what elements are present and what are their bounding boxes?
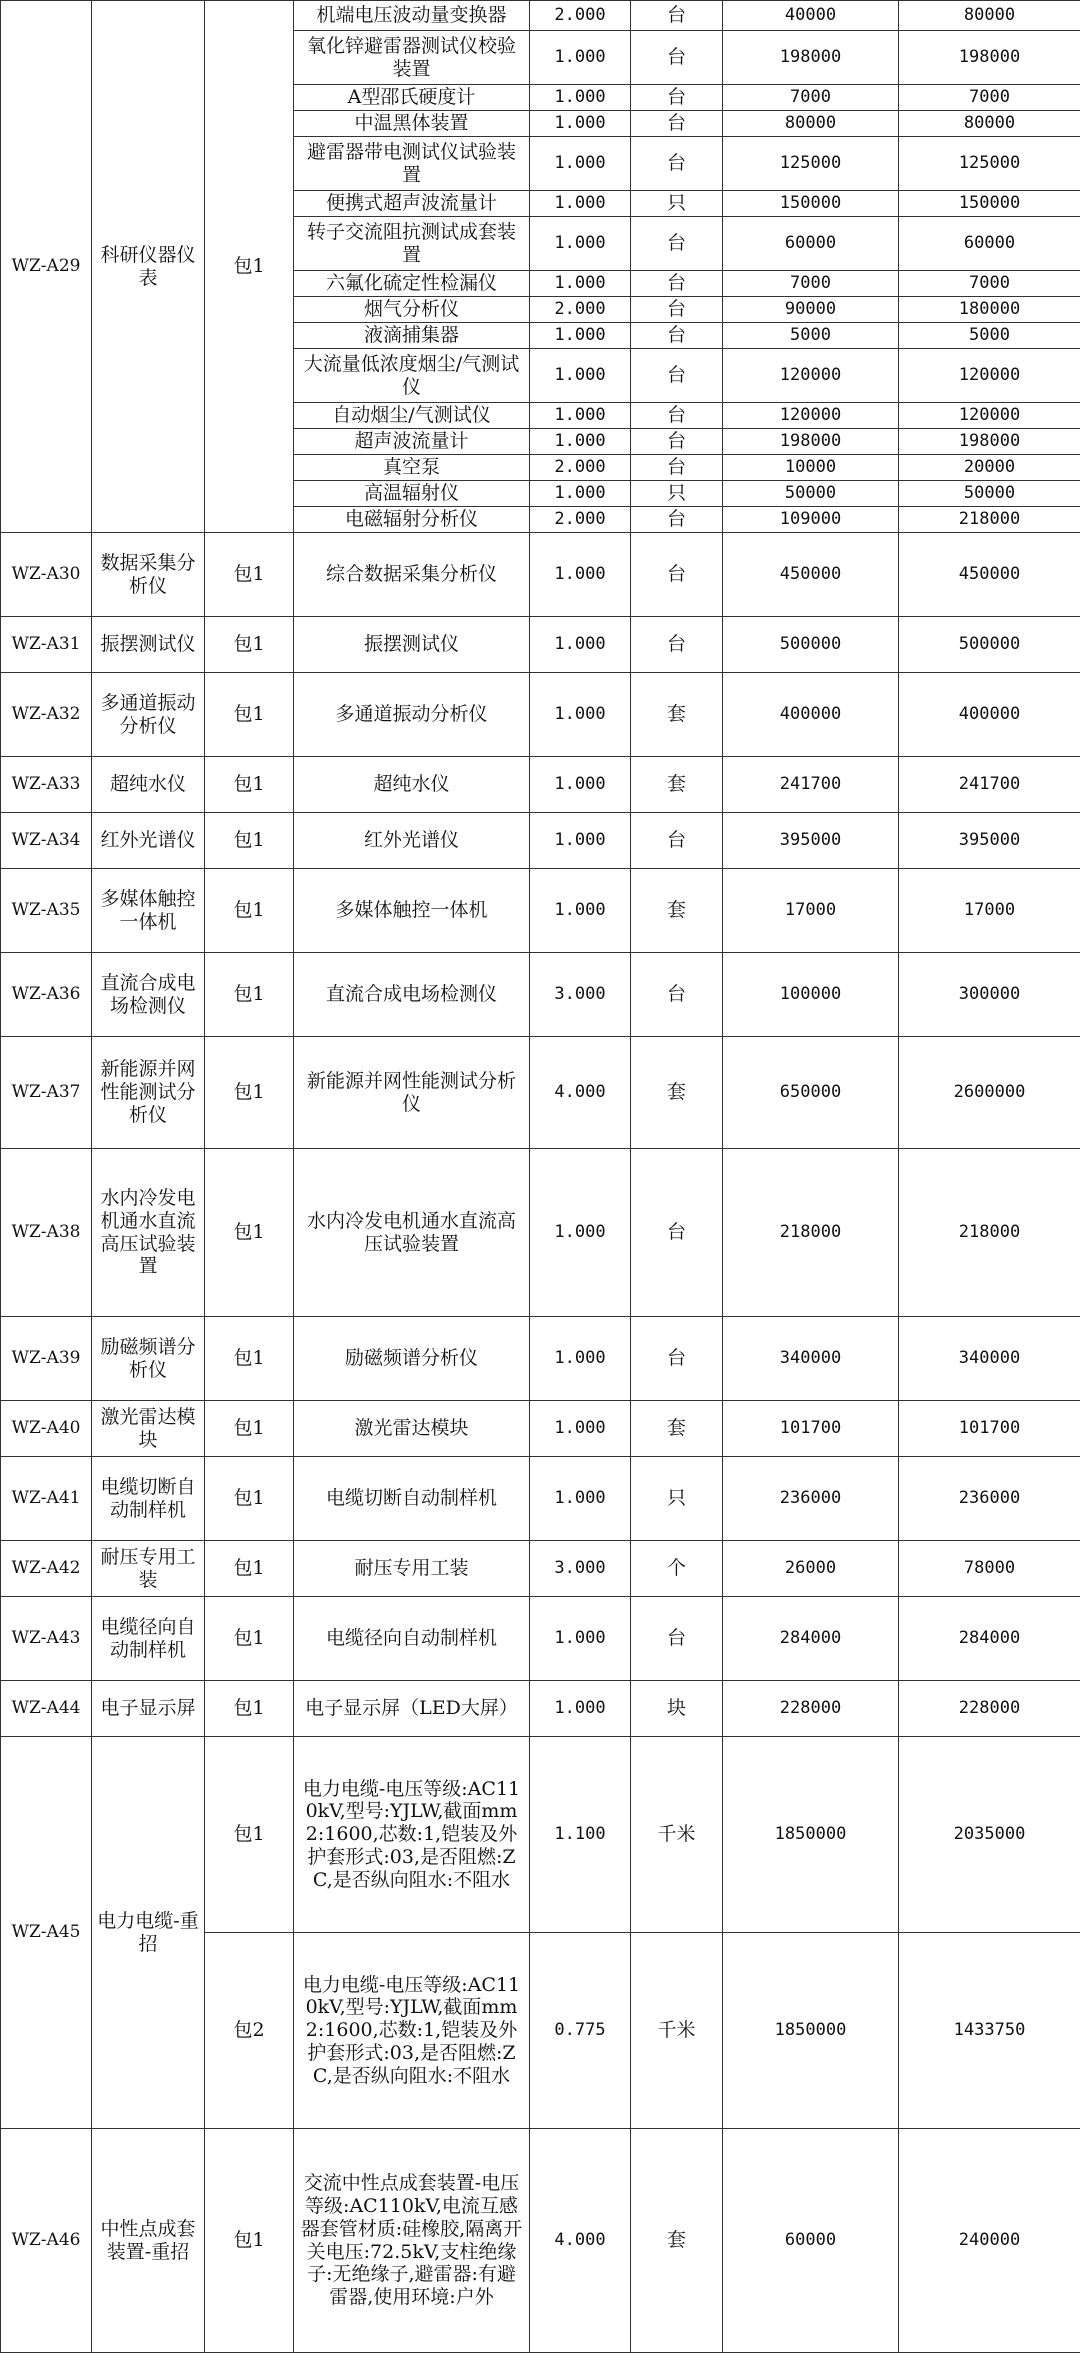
unit-cell: 套 [631,757,723,813]
unit-cell: 台 [631,1149,723,1317]
table-row [1,1681,1080,1737]
unit-price-cell: 100000 [723,953,899,1037]
package-cell: 包1 [205,1737,294,1933]
unit-cell: 台 [631,1597,723,1681]
item-name-cell: 耐压专用工装 [294,1541,530,1597]
unit-cell: 台 [631,507,723,533]
unit-price-cell: 500000 [723,617,899,673]
category-name-cell: 多媒体触控一体机 [92,869,205,953]
quantity-cell: 1.000 [530,481,631,507]
quantity-cell: 1.000 [530,1457,631,1541]
unit-cell: 只 [631,191,723,217]
unit-cell: 台 [631,455,723,481]
unit-cell: 台 [631,137,723,191]
unit-price-cell: 228000 [723,1681,899,1737]
material-code-cell: WZ-A44 [1,1681,92,1737]
quantity-cell: 1.000 [530,1597,631,1681]
unit-price-cell: 101700 [723,1401,899,1457]
total-price-cell: 7000 [899,271,1080,297]
unit-price-cell: 120000 [723,349,899,403]
unit-cell: 台 [631,429,723,455]
unit-cell: 套 [631,869,723,953]
total-price-cell: 218000 [899,507,1080,533]
quantity-cell: 1.000 [530,271,631,297]
material-code-cell: WZ-A34 [1,813,92,869]
total-price-cell: 1433750 [899,1933,1080,2129]
table-row [1,1317,1080,1401]
unit-price-cell: 450000 [723,533,899,617]
item-name-cell: 电力电缆-电压等级:AC110kV,型号:YJLW,截面mm2:1600,芯数:1,铠装及外护套形式:03,是否阻燃:ZC,是否纵向阻水:不阻水 [294,1737,530,1933]
unit-price-cell: 50000 [723,481,899,507]
package-cell: 包1 [205,1597,294,1681]
unit-cell: 块 [631,1681,723,1737]
item-name-cell: 便携式超声波流量计 [294,191,530,217]
unit-price-cell: 40000 [723,1,899,31]
unit-cell: 套 [631,1401,723,1457]
package-cell: 包1 [205,1149,294,1317]
category-name-cell: 超纯水仪 [92,757,205,813]
unit-price-cell: 10000 [723,455,899,481]
total-price-cell: 150000 [899,191,1080,217]
unit-price-cell: 1850000 [723,1933,899,2129]
item-name-cell: 电子显示屏（LED大屏） [294,1681,530,1737]
item-name-cell: 水内冷发电机通水直流高压试验装置 [294,1149,530,1317]
table-row [1,1,1080,31]
material-code-cell: WZ-A29 [1,1,92,533]
total-price-cell: 17000 [899,869,1080,953]
package-cell: 包1 [205,1317,294,1401]
total-price-cell: 395000 [899,813,1080,869]
item-name-cell: 电磁辐射分析仪 [294,507,530,533]
unit-cell: 只 [631,481,723,507]
item-name-cell: 机端电压波动量变换器 [294,1,530,31]
unit-cell: 个 [631,1541,723,1597]
table-row [1,673,1080,757]
unit-price-cell: 650000 [723,1037,899,1149]
total-price-cell: 218000 [899,1149,1080,1317]
item-name-cell: 六氟化硫定性检漏仪 [294,271,530,297]
unit-cell: 套 [631,2129,723,2353]
package-cell: 包1 [205,1037,294,1149]
quantity-cell: 1.000 [530,429,631,455]
total-price-cell: 80000 [899,111,1080,137]
item-name-cell: 多媒体触控一体机 [294,869,530,953]
item-name-cell: 转子交流阻抗测试成套装置 [294,217,530,271]
quantity-cell: 1.000 [530,31,631,85]
table-row [1,1149,1080,1317]
quantity-cell: 1.000 [530,1317,631,1401]
table-row [1,617,1080,673]
material-code-cell: WZ-A31 [1,617,92,673]
unit-price-cell: 109000 [723,507,899,533]
quantity-cell: 1.000 [530,617,631,673]
total-price-cell: 500000 [899,617,1080,673]
total-price-cell: 2600000 [899,1037,1080,1149]
total-price-cell: 125000 [899,137,1080,191]
quantity-cell: 1.000 [530,217,631,271]
unit-price-cell: 7000 [723,85,899,111]
package-cell: 包1 [205,1457,294,1541]
total-price-cell: 284000 [899,1597,1080,1681]
unit-price-cell: 60000 [723,217,899,271]
quantity-cell: 1.000 [530,1149,631,1317]
package-cell: 包1 [205,533,294,617]
table-row [1,1457,1080,1541]
material-code-cell: WZ-A40 [1,1401,92,1457]
unit-price-cell: 26000 [723,1541,899,1597]
unit-price-cell: 236000 [723,1457,899,1541]
total-price-cell: 101700 [899,1401,1080,1457]
table-row [1,813,1080,869]
quantity-cell: 2.000 [530,1,631,31]
unit-cell: 台 [631,533,723,617]
total-price-cell: 180000 [899,297,1080,323]
quantity-cell: 4.000 [530,1037,631,1149]
unit-cell: 台 [631,1,723,31]
category-name-cell: 科研仪器仪表 [92,1,205,533]
category-name-cell: 电子显示屏 [92,1681,205,1737]
package-cell: 包1 [205,869,294,953]
quantity-cell: 2.000 [530,507,631,533]
unit-cell: 台 [631,31,723,85]
material-code-cell: WZ-A45 [1,1737,92,2129]
material-code-cell: WZ-A42 [1,1541,92,1597]
package-cell: 包1 [205,1401,294,1457]
item-name-cell: 多通道振动分析仪 [294,673,530,757]
item-name-cell: 中温黑体装置 [294,111,530,137]
package-cell: 包1 [205,813,294,869]
table-row [1,1037,1080,1149]
item-name-cell: A型邵氏硬度计 [294,85,530,111]
item-name-cell: 电力电缆-电压等级:AC110kV,型号:YJLW,截面mm2:1600,芯数:1,铠装及外护套形式:03,是否阻燃:ZC,是否纵向阻水:不阻水 [294,1933,530,2129]
item-name-cell: 自动烟尘/气测试仪 [294,403,530,429]
quantity-cell: 1.000 [530,85,631,111]
item-name-cell: 振摆测试仪 [294,617,530,673]
total-price-cell: 78000 [899,1541,1080,1597]
unit-cell: 只 [631,1457,723,1541]
item-name-cell: 红外光谱仪 [294,813,530,869]
table-row [1,1737,1080,1933]
item-name-cell: 大流量低浓度烟尘/气测试仪 [294,349,530,403]
unit-price-cell: 284000 [723,1597,899,1681]
quantity-cell: 0.775 [530,1933,631,2129]
quantity-cell: 3.000 [530,953,631,1037]
item-name-cell: 超声波流量计 [294,429,530,455]
unit-price-cell: 150000 [723,191,899,217]
unit-cell: 台 [631,617,723,673]
total-price-cell: 241700 [899,757,1080,813]
item-name-cell: 励磁频谱分析仪 [294,1317,530,1401]
unit-price-cell: 340000 [723,1317,899,1401]
total-price-cell: 400000 [899,673,1080,757]
material-code-cell: WZ-A38 [1,1149,92,1317]
unit-price-cell: 5000 [723,323,899,349]
category-name-cell: 激光雷达模块 [92,1401,205,1457]
material-code-cell: WZ-A46 [1,2129,92,2353]
material-code-cell: WZ-A33 [1,757,92,813]
category-name-cell: 水内冷发电机通水直流高压试验装置 [92,1149,205,1317]
item-name-cell: 激光雷达模块 [294,1401,530,1457]
unit-price-cell: 60000 [723,2129,899,2353]
table-row [1,1401,1080,1457]
item-name-cell: 新能源并网性能测试分析仪 [294,1037,530,1149]
category-name-cell: 中性点成套装置-重招 [92,2129,205,2353]
unit-price-cell: 400000 [723,673,899,757]
category-name-cell: 耐压专用工装 [92,1541,205,1597]
unit-cell: 台 [631,297,723,323]
item-name-cell: 液滴捕集器 [294,323,530,349]
quantity-cell: 1.000 [530,813,631,869]
table-row [1,1597,1080,1681]
package-cell: 包1 [205,757,294,813]
category-name-cell: 振摆测试仪 [92,617,205,673]
material-code-cell: WZ-A43 [1,1597,92,1681]
package-cell: 包1 [205,673,294,757]
quantity-cell: 3.000 [530,1541,631,1597]
unit-price-cell: 17000 [723,869,899,953]
total-price-cell: 198000 [899,31,1080,85]
package-cell: 包1 [205,2129,294,2353]
package-cell: 包1 [205,617,294,673]
quantity-cell: 1.000 [530,111,631,137]
table-row [1,757,1080,813]
total-price-cell: 2035000 [899,1737,1080,1933]
category-name-cell: 红外光谱仪 [92,813,205,869]
unit-cell: 台 [631,813,723,869]
quantity-cell: 2.000 [530,455,631,481]
item-name-cell: 氧化锌避雷器测试仪校验装置 [294,31,530,85]
material-code-cell: WZ-A36 [1,953,92,1037]
quantity-cell: 1.000 [530,673,631,757]
unit-cell: 台 [631,323,723,349]
quantity-cell: 1.000 [530,757,631,813]
quantity-cell: 1.000 [530,403,631,429]
unit-cell: 台 [631,349,723,403]
unit-price-cell: 1850000 [723,1737,899,1933]
package-cell: 包1 [205,1,294,533]
material-code-cell: WZ-A32 [1,673,92,757]
total-price-cell: 120000 [899,349,1080,403]
table-row [1,869,1080,953]
table-row [1,533,1080,617]
total-price-cell: 120000 [899,403,1080,429]
category-name-cell: 直流合成电场检测仪 [92,953,205,1037]
total-price-cell: 228000 [899,1681,1080,1737]
total-price-cell: 7000 [899,85,1080,111]
quantity-cell: 2.000 [530,297,631,323]
item-name-cell: 超纯水仪 [294,757,530,813]
item-name-cell: 综合数据采集分析仪 [294,533,530,617]
material-code-cell: WZ-A39 [1,1317,92,1401]
quantity-cell: 1.000 [530,1401,631,1457]
category-name-cell: 新能源并网性能测试分析仪 [92,1037,205,1149]
material-code-cell: WZ-A35 [1,869,92,953]
quantity-cell: 1.000 [530,1681,631,1737]
quantity-cell: 4.000 [530,2129,631,2353]
unit-cell: 台 [631,1317,723,1401]
unit-cell: 台 [631,217,723,271]
total-price-cell: 198000 [899,429,1080,455]
unit-price-cell: 125000 [723,137,899,191]
total-price-cell: 240000 [899,2129,1080,2353]
category-name-cell: 数据采集分析仪 [92,533,205,617]
category-name-cell: 励磁频谱分析仪 [92,1317,205,1401]
item-name-cell: 高温辐射仪 [294,481,530,507]
total-price-cell: 300000 [899,953,1080,1037]
unit-cell: 套 [631,1037,723,1149]
category-name-cell: 电缆切断自动制样机 [92,1457,205,1541]
package-cell: 包2 [205,1933,294,2129]
total-price-cell: 80000 [899,1,1080,31]
package-cell: 包1 [205,1681,294,1737]
material-code-cell: WZ-A30 [1,533,92,617]
category-name-cell: 电力电缆-重招 [92,1737,205,2129]
table-row [1,2129,1080,2353]
unit-cell: 台 [631,85,723,111]
category-name-cell: 多通道振动分析仪 [92,673,205,757]
total-price-cell: 20000 [899,455,1080,481]
unit-price-cell: 198000 [723,31,899,85]
unit-price-cell: 120000 [723,403,899,429]
unit-price-cell: 7000 [723,271,899,297]
quantity-cell: 1.000 [530,869,631,953]
quantity-cell: 1.000 [530,533,631,617]
total-price-cell: 60000 [899,217,1080,271]
quantity-cell: 1.000 [530,191,631,217]
total-price-cell: 450000 [899,533,1080,617]
unit-cell: 台 [631,403,723,429]
unit-cell: 千米 [631,1933,723,2129]
item-name-cell: 直流合成电场检测仪 [294,953,530,1037]
item-name-cell: 烟气分析仪 [294,297,530,323]
unit-cell: 千米 [631,1737,723,1933]
unit-price-cell: 198000 [723,429,899,455]
total-price-cell: 236000 [899,1457,1080,1541]
unit-price-cell: 395000 [723,813,899,869]
item-name-cell: 避雷器带电测试仪试验装置 [294,137,530,191]
total-price-cell: 5000 [899,323,1080,349]
quantity-cell: 1.000 [530,137,631,191]
total-price-cell: 340000 [899,1317,1080,1401]
item-name-cell: 真空泵 [294,455,530,481]
unit-price-cell: 90000 [723,297,899,323]
quantity-cell: 1.100 [530,1737,631,1933]
material-code-cell: WZ-A37 [1,1037,92,1149]
unit-price-cell: 218000 [723,1149,899,1317]
package-cell: 包1 [205,1541,294,1597]
unit-price-cell: 241700 [723,757,899,813]
unit-cell: 台 [631,271,723,297]
unit-price-cell: 80000 [723,111,899,137]
item-name-cell: 电缆切断自动制样机 [294,1457,530,1541]
quantity-cell: 1.000 [530,349,631,403]
total-price-cell: 50000 [899,481,1080,507]
unit-cell: 台 [631,111,723,137]
table-row [1,1541,1080,1597]
item-name-cell: 电缆径向自动制样机 [294,1597,530,1681]
table-row [1,953,1080,1037]
item-name-cell: 交流中性点成套装置-电压等级:AC110kV,电流互感器套管材质:硅橡胶,隔离开关电压:72.5kV,支柱绝缘子:无绝缘子,避雷器:有避雷器,使用环境:户外 [294,2129,530,2353]
category-name-cell: 电缆径向自动制样机 [92,1597,205,1681]
unit-cell: 套 [631,673,723,757]
material-code-cell: WZ-A41 [1,1457,92,1541]
unit-cell: 台 [631,953,723,1037]
package-cell: 包1 [205,953,294,1037]
quantity-cell: 1.000 [530,323,631,349]
